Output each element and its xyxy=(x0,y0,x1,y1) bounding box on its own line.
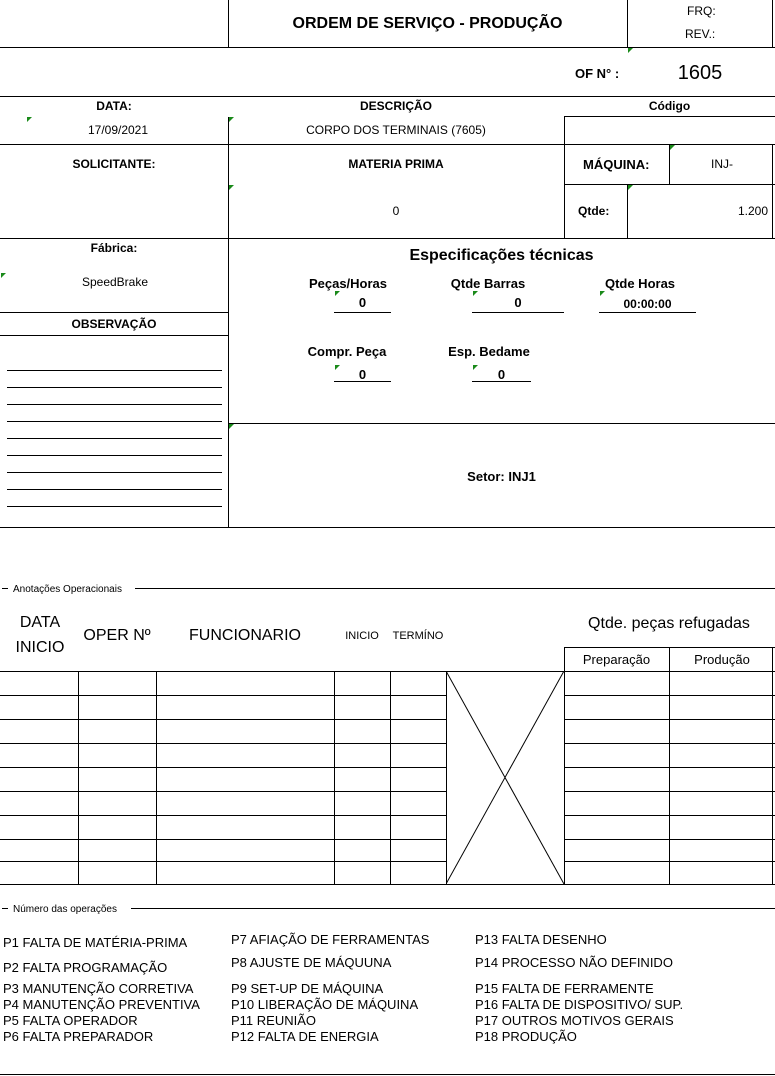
comment-marker-icon xyxy=(229,185,234,190)
comment-marker-icon xyxy=(229,117,234,122)
of-label: OF N° : xyxy=(575,66,620,81)
qtde-horas-label: Qtde Horas xyxy=(604,276,676,291)
compr-peca-label: Compr. Peça xyxy=(307,344,387,359)
operation-item: P3 MANUTENÇÃO CORRETIVA xyxy=(3,981,194,996)
qtde-barras-value: 0 xyxy=(514,295,522,310)
rev-label: REV.: xyxy=(685,27,716,41)
page-title: ORDEM DE SERVIÇO - PRODUÇÃO xyxy=(292,15,563,32)
col-inicio: INICIO xyxy=(345,630,379,642)
operation-item: P18 PRODUÇÃO xyxy=(475,1029,577,1044)
materia-prima-label: MATERIA PRIMA xyxy=(348,157,444,171)
col-data-inicio-line1: DATA xyxy=(19,614,61,631)
qtde-value: 1.200 xyxy=(737,204,768,218)
operacoes-section-label: Número das operações xyxy=(13,904,117,915)
operation-item: P16 FALTA DE DISPOSITIVO/ SUP. xyxy=(475,997,684,1012)
operation-item: P14 PROCESSO NÃO DEFINIDO xyxy=(475,955,673,970)
col-funcionario: FUNCIONARIO xyxy=(189,627,301,644)
comment-marker-icon xyxy=(27,117,32,122)
data-value: 17/09/2021 xyxy=(87,123,149,137)
operation-item: P8 AJUSTE DE MÁQUUNA xyxy=(231,955,392,970)
cross-out-mark xyxy=(446,671,564,885)
data-label: DATA: xyxy=(96,99,132,113)
solicitante-label: SOLICITANTE: xyxy=(72,157,156,171)
maquina-label: MÁQUINA: xyxy=(583,157,650,172)
comment-marker-icon xyxy=(670,145,675,150)
col-producao: Produção xyxy=(694,652,750,667)
materia-prima-value: 0 xyxy=(392,204,400,218)
of-number: 1605 xyxy=(677,62,723,84)
specs-title: Especificações técnicas xyxy=(409,247,594,264)
operation-item: P9 SET-UP DE MÁQUINA xyxy=(231,981,384,996)
qtde-label: Qtde: xyxy=(578,204,610,218)
operation-item: P11 REUNIÃO xyxy=(231,1013,317,1028)
pecas-horas-value: 0 xyxy=(358,295,367,310)
descricao-value: CORPO DOS TERMINAIS (7605) xyxy=(306,123,486,137)
esp-bedame-value: 0 xyxy=(497,367,506,382)
operation-item: P2 FALTA PROGRAMAÇÃO xyxy=(3,960,168,975)
setor-text: Setor: INJ1 xyxy=(467,469,536,484)
frq-label: FRQ: xyxy=(687,4,716,18)
codigo-label: Código xyxy=(648,99,691,113)
operation-item: P1 FALTA DE MATÉRIA-PRIMA xyxy=(3,935,188,950)
esp-bedame-label: Esp. Bedame xyxy=(448,344,530,359)
descricao-label: DESCRIÇÃO xyxy=(359,99,432,113)
observacao-label: OBSERVAÇÃO xyxy=(71,317,157,331)
operation-item: P7 AFIAÇÃO DE FERRAMENTAS xyxy=(231,932,430,947)
fabrica-value: SpeedBrake xyxy=(81,275,149,289)
comment-marker-icon xyxy=(229,424,234,429)
pecas-horas-label: Peças/Horas xyxy=(308,276,388,291)
compr-peca-value: 0 xyxy=(358,367,367,382)
operation-item: P10 LIBERAÇÃO DE MÁQUINA xyxy=(231,997,419,1012)
qtde-horas-value: 00:00:00 xyxy=(623,297,672,311)
qtde-barras-label: Qtde Barras xyxy=(450,276,526,291)
maquina-value: INJ- xyxy=(711,157,733,171)
col-preparacao: Preparação xyxy=(582,652,651,667)
operation-item: P13 FALTA DESENHO xyxy=(475,932,607,947)
col-oper: OPER Nº xyxy=(83,627,151,644)
comment-marker-icon xyxy=(628,48,633,53)
col-data-inicio-line2: INICIO xyxy=(15,639,65,656)
operation-item: P4 MANUTENÇÃO PREVENTIVA xyxy=(3,997,200,1012)
col-termino: TERMÍNO xyxy=(392,630,444,642)
operation-item: P15 FALTA DE FERRAMENTE xyxy=(475,981,654,996)
operation-item: P5 FALTA OPERADOR xyxy=(3,1013,138,1028)
operation-item: P6 FALTA PREPARADOR xyxy=(3,1029,154,1044)
fabrica-label: Fábrica: xyxy=(90,241,138,255)
anotacoes-section-label: Anotações Operacionais xyxy=(13,584,122,595)
col-refugadas: Qtde. peças refugadas xyxy=(588,615,750,632)
comment-marker-icon xyxy=(600,291,605,296)
comment-marker-icon xyxy=(628,185,633,190)
operation-item: P17 OUTROS MOTIVOS GERAIS xyxy=(475,1013,674,1028)
operation-item: P12 FALTA DE ENERGIA xyxy=(231,1029,379,1044)
